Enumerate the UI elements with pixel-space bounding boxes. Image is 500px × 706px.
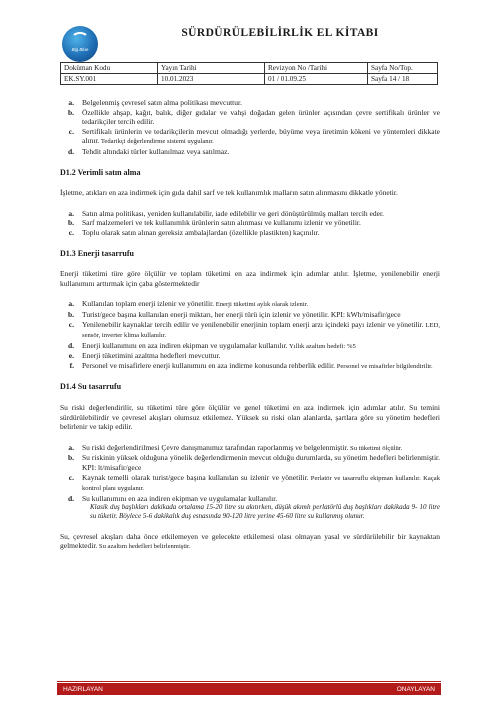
list-text-note: Tedarikçi değerlendirme sistemi uygulanır. [99, 138, 214, 146]
list-item [60, 108, 440, 127]
list-letter: f. [69, 360, 74, 370]
list-text: Su riskinin yüksek olduğuna yönelik değerlendirmenin mevcut olduğu durumlarda, su yönetim hedefleri belirlenmiştir. KPI: lt/misafir/gece [82, 453, 440, 473]
document-title: SÜRDÜRÜLEBİLİRLİK EL KİTABI [181, 27, 379, 39]
shower-note: Klasik duş başlıkları dakikada ortalama 15-20 litre su akıtırken, düşük akımlı perlatörlü duş başlıkları dakikada 9- 10 litre su tüketir. Böylece 5-6 dakikalık duş esnasında 90-120 litre yerine 45-60 litre su kullanmış olunur. [90, 503, 440, 520]
list-item [60, 351, 440, 361]
list-text: Enerji tüketimini azaltma hedefleri mevcuttur. [82, 351, 221, 361]
list-text-note: Personel ve misafirler bilgilendirilir. [335, 362, 433, 370]
list-letter: c. [68, 472, 74, 482]
section-closing-d14 [60, 532, 440, 552]
meta-value-code: EK.SY.001 [61, 74, 158, 85]
footer-bar [57, 683, 441, 695]
list-text [82, 127, 440, 147]
list-letter: a. [68, 208, 74, 218]
list-text [82, 147, 440, 157]
list-text: Satın alma politikası, yeniden kullanılabilir, iade edilebilir ve geri dönüştürülmüş malları tercih eder. [82, 208, 384, 218]
document-meta-table [60, 62, 438, 85]
d13-list [60, 299, 440, 371]
list-item [60, 310, 440, 320]
d12-list [60, 209, 440, 238]
list-text [82, 443, 440, 454]
list-item [60, 98, 440, 108]
list-letter: c. [68, 227, 74, 237]
list-text-main: Personel ve misafirlere enerji kullanımını en aza indirme konusunda rehberlik edilir. [82, 360, 336, 370]
d14-list [60, 443, 440, 504]
list-letter: b. [67, 107, 74, 117]
list-item [60, 320, 440, 341]
list-letter: c. [68, 319, 74, 329]
list-text [82, 299, 440, 310]
list-text: Turist/gece başına kullanılan enerji miktarı, her enerji türü için izlenir ve yönetilir. KPI: kWh/misafir/gece [82, 309, 401, 319]
list-item [60, 299, 440, 310]
list-item [60, 494, 440, 504]
list-item [60, 147, 440, 157]
meta-value-revision: 01 / 01.09.25 [265, 74, 368, 85]
list-text-note: Perlatör ve tasarruflu ekipman kullanılır. Kaçak kontrol planı uygulanır. [82, 474, 440, 493]
list-text [82, 473, 440, 494]
list-letter: e. [68, 351, 74, 361]
closing-note: Su azaltım hedefleri belirlenmiştir. [97, 543, 191, 551]
list-item [60, 218, 440, 228]
section-heading-d12: D1.2 Verimli satın alma [60, 167, 141, 177]
list-letter: b. [67, 453, 74, 463]
list-text-main: Su riski değerlendirilmesi Çevre danışmanımız tarafından raporlanmış ve belgelenmiştir. [82, 442, 349, 452]
list-text-main: Kullanılan toplam enerji izlenir ve yönetilir. [82, 299, 215, 309]
list-text-main: Tehdit altındaki türler kullanılmaz veya satılmaz. [82, 146, 230, 156]
meta-value-row [61, 74, 438, 85]
footer-divider [57, 681, 441, 682]
logo-text: Big Blue [71, 47, 89, 52]
list-item [60, 453, 440, 472]
meta-header-date: Yayın Tarihi [158, 63, 265, 74]
meta-header-revision: Revizyon No /Tarihi [265, 63, 368, 74]
list-letter: a. [68, 299, 74, 309]
list-letter: d. [67, 146, 74, 156]
section-intro-d12: İşletme, atıkları en aza indirmek için gıda dahil sarf ve tek kullanımlık malların satın alınmasını dikkatle yönetir. [60, 188, 398, 198]
document-body [60, 98, 440, 552]
list-item [60, 361, 440, 372]
list-text: Toplu olarak satın alınan gereksiz ambalajlardan (özellikle plastikten) kaçınılır. [82, 227, 320, 237]
list-text-note: Yıllık azaltım hedefi: %5 [287, 342, 356, 350]
list-item [60, 341, 440, 352]
list-text-main: Özellikle ahşap, kağıt, balık, diğer gıdalar ve vahşi doğadan gelen ürünler açısından çevre sertifikalı ürünler ve tedarikçiler tercih edilir. [82, 107, 440, 127]
list-item [60, 473, 440, 494]
footer-approved-by: ONAYLAYAN [396, 685, 435, 693]
list-text [82, 108, 440, 127]
list-item [60, 209, 440, 219]
list-text: Su kullanımını en aza indiren ekipman ve uygulamalar kullanılır. [82, 493, 278, 503]
list-letter: b. [67, 218, 74, 228]
list-letter: b. [67, 309, 74, 319]
meta-header-row [61, 63, 438, 74]
section-intro-d14: Su riski değerlendirilir, su tüketimi türe göre ölçülür ve genel tüketimi en aza indirmek için adımlar atılır. Su temini sürdürülebilirdir ve çevresel akışları olumsuz etkilemez. Yüksek su riski olan alanlarda, şartlara göre su yönetim hedefleri belirlenir ve takip edilir. [60, 403, 440, 432]
list-letter: d. [67, 340, 74, 350]
list-letter: c. [68, 126, 74, 136]
section-intro-d13: Enerji tüketimi türe göre ölçülür ve toplam tüketimi en aza indirmek için adımlar atılır. İşletme, yenilenebilir enerji kullanımını arttırmak için çaba göstermektedir [60, 269, 440, 288]
section-heading-d14: D1.4 Su tasarrufu [60, 382, 122, 392]
list-text [82, 98, 440, 108]
list-text-main: Enerji kullanımını en aza indiren ekipman ve uygulamalar kullanılır. [82, 340, 288, 350]
meta-value-page: Sayfa 14 / 18 [368, 74, 438, 85]
section-heading-d13: D1.3 Enerji tasarrufu [60, 248, 134, 258]
list-item [60, 127, 440, 147]
list-letter: a. [68, 442, 74, 452]
footer-prepared-by: HAZIRLAYAN [63, 685, 103, 693]
list-text: Sarf malzemeleri ve tek kullanımlık ürünlerin satın alınması ve kullanımı izlenir ve yönetilir. [82, 218, 361, 228]
list-item [60, 228, 440, 238]
list-text-note: LED, sensör, inverter klima kullanılır. [82, 321, 440, 340]
list-text-main: Kaynak temelli olarak turist/gece başına kullanılan su izlenir ve yönetilir. [82, 472, 309, 482]
list-text-main: Sertifikalı ürünlerin ve tedarikçilerin mevcut olmadığı yerlerde, büyüme veya üretimin kökeni ve yöntemleri dikkate alınır. [82, 126, 440, 146]
meta-header-code: Doküman Kodu [61, 63, 158, 74]
list-text [82, 341, 440, 352]
list-text-note: Su tüketimi ölçülür. [348, 444, 403, 452]
meta-value-date: 10.01.2023 [158, 74, 265, 85]
list-text-note: Enerji tüketimi aylık olarak izlenir. [214, 301, 309, 309]
list-letter: d. [67, 493, 74, 503]
list-letter: a. [68, 98, 74, 107]
meta-header-page: Sayfa No/Top. [368, 63, 438, 74]
list-item [60, 443, 440, 454]
list-text-main: Belgelenmiş çevresel satın alma politikası mevcuttur. [82, 98, 242, 107]
closing-text: Su, çevresel akışları daha önce etkilemeyen ve gelecekte etkilemesi olası olmayan yasal ve sürdürülebilir bir kaynaktan gelmektedir. [60, 531, 440, 551]
top-list [60, 98, 440, 157]
list-text-main: Yenilenebilir kaynaklar tercih edilir ve yenilenebilir enerjinin toplam enerji arzı içindeki payı izlenir ve yönetilir. [82, 319, 424, 329]
list-text [82, 361, 440, 372]
list-text [82, 320, 440, 341]
